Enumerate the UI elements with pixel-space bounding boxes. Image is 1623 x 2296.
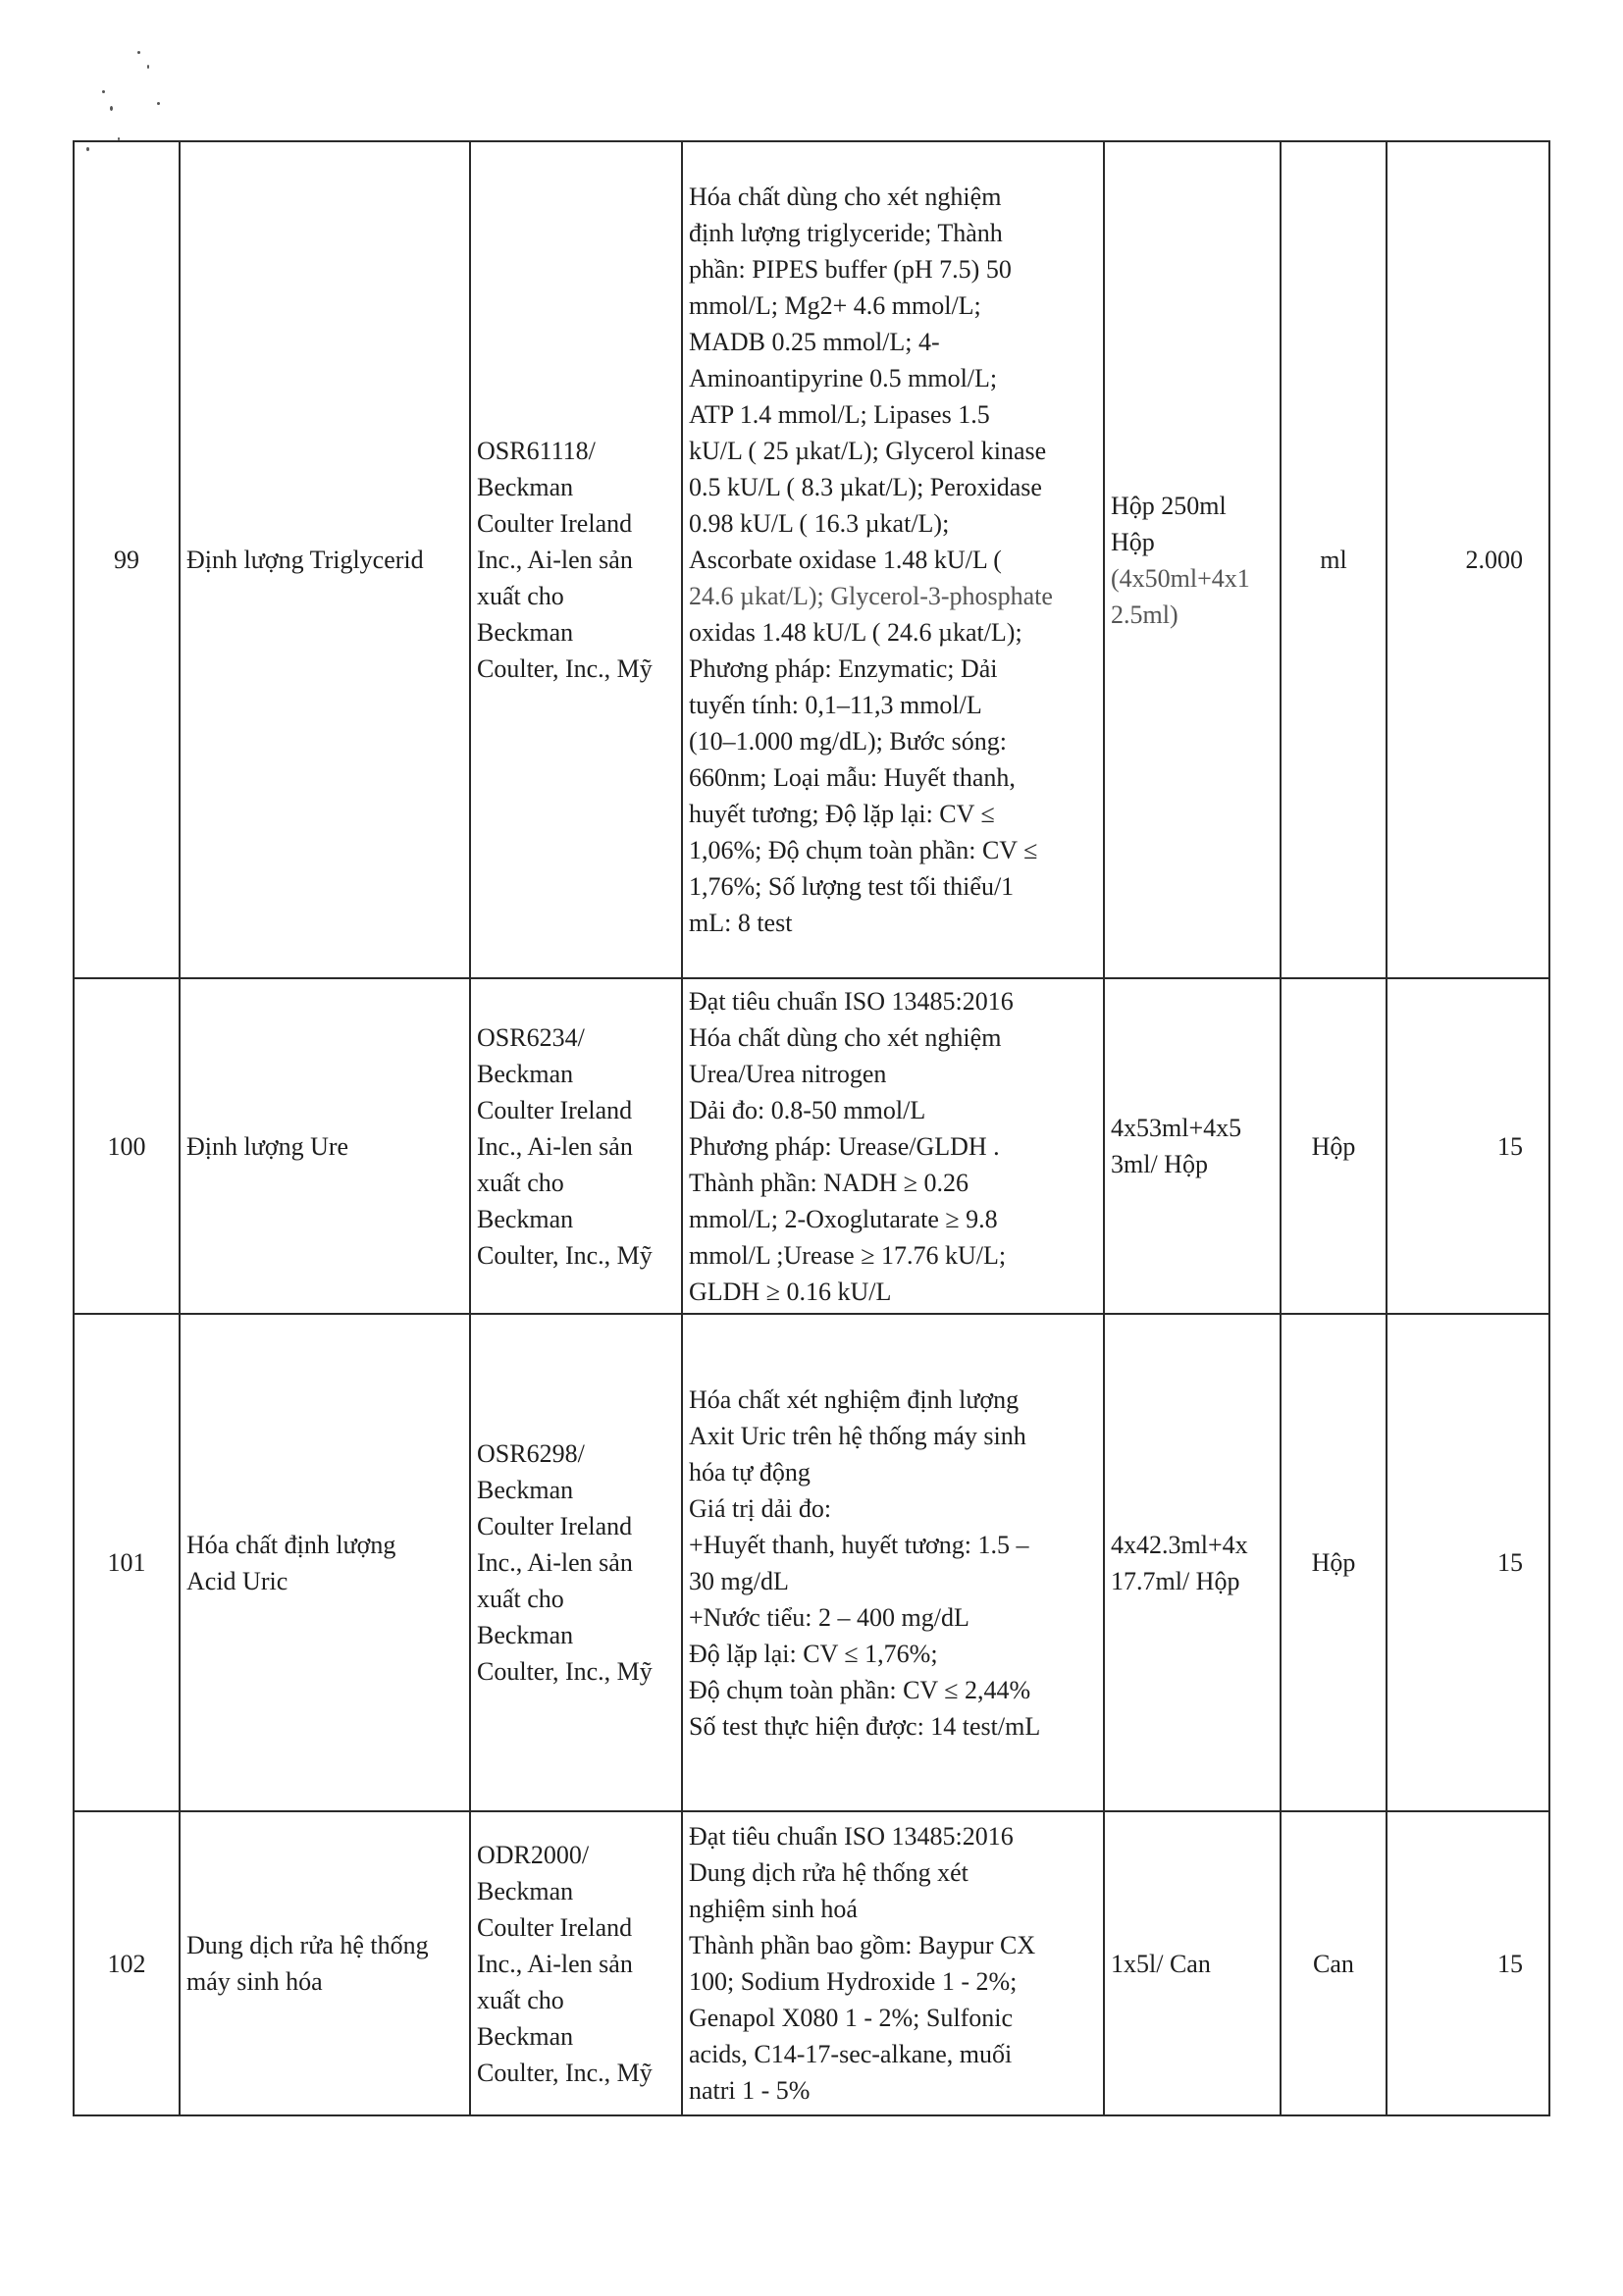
specification-cell <box>682 978 1104 1314</box>
product-code-line: Beckman <box>477 1876 574 1905</box>
product-code-line: Beckman <box>477 1621 574 1649</box>
product-code-line: OSR6298/ <box>477 1439 585 1468</box>
product-code-cell <box>470 1811 682 2115</box>
scan-speck-mark <box>157 102 160 105</box>
packaging-line: 4x42.3ml+4x <box>1111 1530 1248 1559</box>
product-name-line: Hóa chất định lượng <box>186 1530 396 1559</box>
specification-cell <box>682 1811 1104 2115</box>
packaging-cell <box>1104 1314 1281 1811</box>
spec-line: (10–1.000 mg/dL); Bước sóng: <box>689 727 1007 756</box>
spec-line: Dải đo: 0.8-50 mmol/L <box>689 1095 926 1124</box>
table-row <box>74 1314 1549 1811</box>
scan-speck-mark <box>102 90 105 93</box>
product-code-line: Coulter Ireland <box>477 1912 633 1942</box>
spec-line: acids, C14-17-sec-alkane, muối <box>689 2040 1013 2068</box>
product-code-line: Beckman <box>477 618 574 647</box>
spec-line: 1,06%; Độ chụm toàn phần: CV ≤ <box>689 836 1038 864</box>
product-code-line: Coulter, Inc., Mỹ <box>477 1240 653 1270</box>
product-name-line: Dung dịch rửa hệ thống <box>186 1931 429 1959</box>
packaging-line: 2.5ml) <box>1111 600 1178 629</box>
spec-line: oxidas 1.48 kU/L ( 24.6 µkat/L); <box>689 618 1022 647</box>
spec-line: mmol/L; 2-Oxoglutarate ≥ 9.8 <box>689 1204 998 1233</box>
product-name-cell <box>180 1811 470 2115</box>
spec-line: Giá trị dải đo: <box>689 1493 832 1523</box>
product-code-line: Coulter Ireland <box>477 1095 633 1124</box>
row-number-cell: 99 <box>74 141 180 978</box>
scan-speck-mark <box>147 65 149 69</box>
product-name-cell <box>180 978 470 1314</box>
packaging-line: 1x5l/ Can <box>1111 1949 1211 1978</box>
product-name-line: Acid Uric <box>186 1566 288 1595</box>
spec-line: Thành phần: NADH ≥ 0.26 <box>689 1168 969 1197</box>
quantity-cell: 15 <box>1387 1314 1549 1811</box>
spec-line: định lượng triglyceride; Thành <box>689 219 1003 247</box>
specification-cell <box>682 1314 1104 1811</box>
spec-line: natri 1 - 5% <box>689 2076 811 2105</box>
product-name-cell <box>180 1314 470 1811</box>
table-row <box>74 978 1549 1314</box>
product-code-line: Coulter Ireland <box>477 1512 633 1540</box>
product-code-cell <box>470 1314 682 1811</box>
product-name-line: máy sinh hóa <box>186 1967 323 1996</box>
spec-line: mmol/L ;Urease ≥ 17.76 kU/L; <box>689 1240 1007 1270</box>
product-code-cell <box>470 141 682 978</box>
product-code-line: Coulter, Inc., Mỹ <box>477 654 653 683</box>
spec-line: Ascorbate oxidase 1.48 kU/L ( <box>689 546 1002 574</box>
spec-line: ATP 1.4 mmol/L; Lipases 1.5 <box>689 400 990 429</box>
product-code-line: Coulter, Inc., Mỹ <box>477 2058 653 2087</box>
product-code-line: Inc., Ai-len sản <box>477 1548 633 1577</box>
unit-cell: Hộp <box>1281 978 1387 1314</box>
product-code-line: Coulter Ireland <box>477 509 633 538</box>
scan-speck-mark <box>110 106 113 111</box>
product-code-cell <box>470 978 682 1314</box>
spec-line: Hóa chất dùng cho xét nghiệm <box>689 183 1002 211</box>
spec-line: Hóa chất dùng cho xét nghiệm <box>689 1022 1002 1052</box>
row-number-cell: 101 <box>74 1314 180 1811</box>
spec-line: GLDH ≥ 0.16 kU/L <box>689 1277 892 1306</box>
spec-line: Phương pháp: Enzymatic; Dải <box>689 654 998 683</box>
quantity-cell: 15 <box>1387 1811 1549 2115</box>
unit-cell: ml <box>1281 141 1387 978</box>
product-code-line: ODR2000/ <box>477 1840 590 1869</box>
product-name-line: Định lượng Ure <box>186 1131 349 1161</box>
spec-line: 1,76%; Số lượng test tối thiểu/1 <box>689 872 1015 901</box>
spec-line: mL: 8 test <box>689 909 793 937</box>
row-number-cell: 102 <box>74 1811 180 2115</box>
product-code-line: Beckman <box>477 2021 574 2051</box>
spec-line: nghiệm sinh hoá <box>689 1895 858 1923</box>
product-code-line: Beckman <box>477 1204 574 1233</box>
unit-cell: Can <box>1281 1811 1387 2115</box>
unit-cell: Hộp <box>1281 1314 1387 1811</box>
table-row <box>74 1811 1549 2115</box>
packaging-line: Hộp <box>1111 527 1155 556</box>
product-code-line: Beckman <box>477 1476 574 1504</box>
product-code-line: OSR61118/ <box>477 437 596 465</box>
spec-line: hóa tự động <box>689 1457 811 1487</box>
product-name-line: Định lượng Triglycerid <box>186 546 424 574</box>
packaging-line: 4x53ml+4x5 <box>1111 1114 1242 1142</box>
packaging-line: 3ml/ Hộp <box>1111 1150 1208 1178</box>
specification-cell <box>682 141 1104 978</box>
product-code-line: Beckman <box>477 473 574 501</box>
quantity-cell: 2.000 <box>1387 141 1549 978</box>
quantity-cell: 15 <box>1387 978 1549 1314</box>
spec-line: Độ chụm toàn phần: CV ≤ 2,44% <box>689 1675 1031 1704</box>
spec-line: Độ lặp lại: CV ≤ 1,76%; <box>689 1639 938 1668</box>
packaging-line: (4x50ml+4x1 <box>1111 563 1250 593</box>
spec-line: +Huyết thanh, huyết tương: 1.5 – <box>689 1530 1029 1559</box>
spec-line: 24.6 µkat/L); Glycerol-3-phosphate <box>689 582 1053 610</box>
product-code-line: xuất cho <box>477 1985 564 2014</box>
spec-line: Đạt tiêu chuẩn ISO 13485:2016 <box>689 1822 1014 1851</box>
spec-line: Hóa chất xét nghiệm định lượng <box>689 1384 1020 1414</box>
spec-line: mmol/L; Mg2+ 4.6 mmol/L; <box>689 291 981 320</box>
spec-line: 100; Sodium Hydroxide 1 - 2%; <box>689 1967 1018 1996</box>
spec-line: Aminoantipyrine 0.5 mmol/L; <box>689 364 998 392</box>
spec-line: Đạt tiêu chuẩn ISO 13485:2016 <box>689 986 1014 1016</box>
packaging-cell <box>1104 1811 1281 2115</box>
spec-line: phần: PIPES buffer (pH 7.5) 50 <box>689 255 1012 284</box>
product-code-line: Inc., Ai-len sản <box>477 1131 633 1161</box>
spec-line: kU/L ( 25 µkat/L); Glycerol kinase <box>689 437 1047 465</box>
spec-line: Thành phần bao gồm: Baypur CX <box>689 1931 1036 1959</box>
packaging-line: 17.7ml/ Hộp <box>1111 1566 1240 1595</box>
row-number-cell: 100 <box>74 978 180 1314</box>
product-code-line: xuất cho <box>477 582 564 610</box>
spec-line: Axit Uric trên hệ thống máy sinh <box>689 1421 1026 1450</box>
scan-speck-mark <box>137 51 140 54</box>
product-code-line: OSR6234/ <box>477 1022 585 1052</box>
spec-line: Phương pháp: Urease/GLDH . <box>689 1131 1000 1161</box>
packaging-cell <box>1104 978 1281 1314</box>
spec-line: huyết tương; Độ lặp lại: CV ≤ <box>689 800 995 828</box>
product-code-line: Inc., Ai-len sản <box>477 546 633 574</box>
product-code-line: Coulter, Inc., Mỹ <box>477 1657 653 1686</box>
spec-line: 660nm; Loại mẫu: Huyết thanh, <box>689 763 1016 792</box>
product-code-line: xuất cho <box>477 1168 564 1197</box>
spec-line: tuyến tính: 0,1–11,3 mmol/L <box>689 691 982 719</box>
product-code-line: Inc., Ai-len sản <box>477 1949 633 1978</box>
product-spec-table <box>73 140 1550 2116</box>
product-code-line: Beckman <box>477 1059 574 1088</box>
spec-line: +Nước tiểu: 2 – 400 mg/dL <box>689 1602 969 1632</box>
spec-line: Dung dịch rửa hệ thống xét <box>689 1858 969 1887</box>
product-code-line: xuất cho <box>477 1585 564 1613</box>
spec-line: 0.98 kU/L ( 16.3 µkat/L); <box>689 509 950 538</box>
spec-line: Urea/Urea nitrogen <box>689 1059 887 1088</box>
spec-line: 30 mg/dL <box>689 1566 789 1595</box>
spec-line: MADB 0.25 mmol/L; 4- <box>689 328 940 356</box>
table-row <box>74 141 1549 978</box>
packaging-line: Hộp 250ml <box>1111 491 1227 520</box>
spec-line: Số test thực hiện được: 14 test/mL <box>689 1711 1041 1741</box>
product-name-cell <box>180 141 470 978</box>
packaging-cell <box>1104 141 1281 978</box>
spec-line: Genapol X080 1 - 2%; Sulfonic <box>689 2004 1014 2032</box>
spec-line: 0.5 kU/L ( 8.3 µkat/L); Peroxidase <box>689 473 1042 501</box>
